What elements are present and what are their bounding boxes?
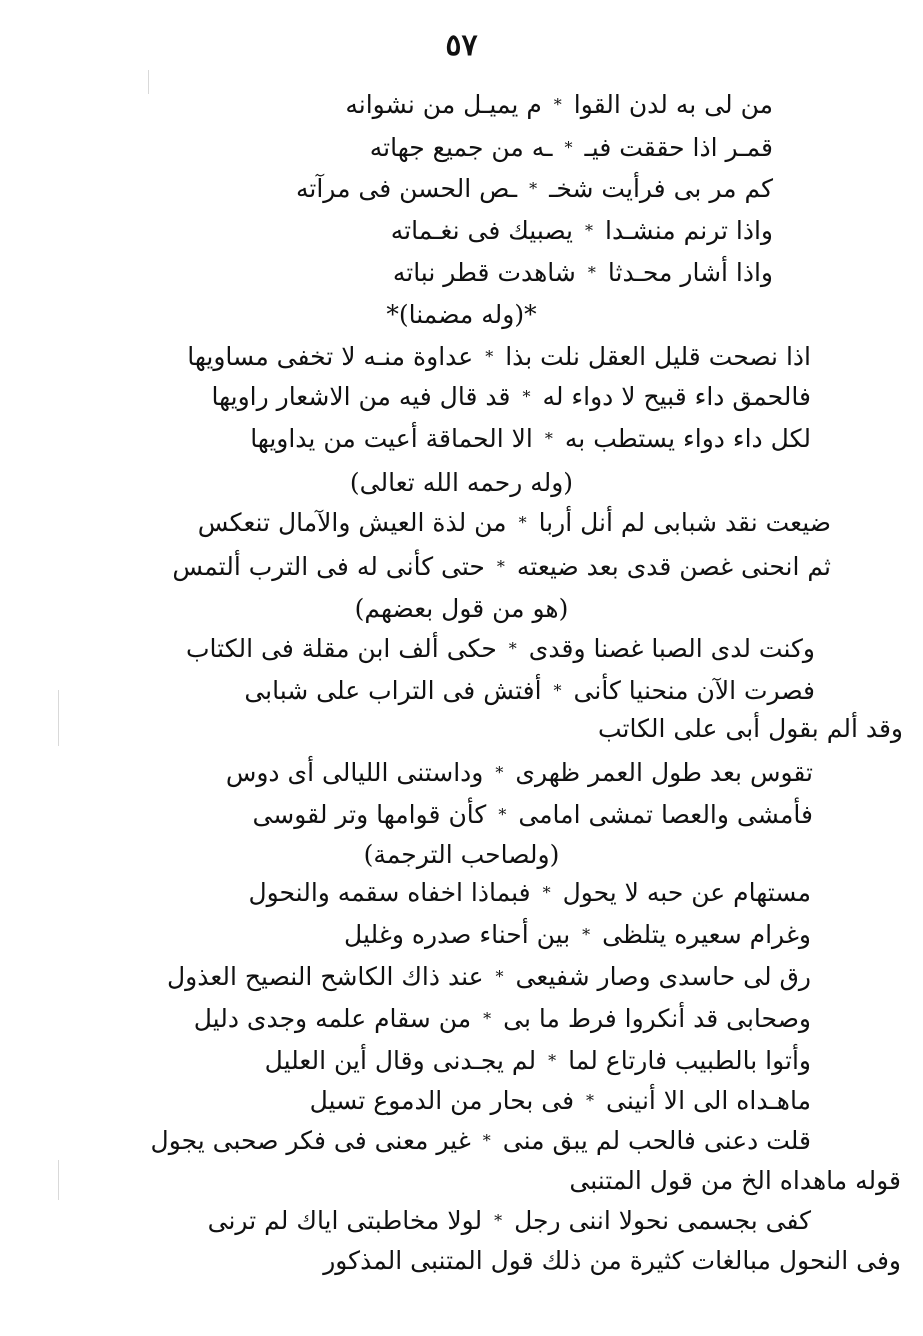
verse-separator: * (496, 557, 505, 576)
verse-second-hemistich: وداستنى الليالى أى دوس (225, 758, 484, 787)
verse-second-hemistich: أفتش فى التراب على شبابى (244, 676, 542, 705)
verse-first-hemistich: مستهام عن حبه لا يحول (562, 878, 811, 907)
verse-line (391, 214, 773, 248)
page-edge-mark (58, 690, 59, 746)
verse-separator: * (587, 263, 596, 282)
prose-line: وفى النحول مبالغات كثيرة من ذلك قول المتنبى المذكور (323, 1246, 901, 1275)
verse-first-hemistich: ثم انحنى غصن قدى بعد ضيعته (516, 552, 831, 581)
verse-second-hemistich: قد قال فيه من الاشعار راويها (211, 382, 511, 411)
verse-separator: * (544, 429, 553, 448)
page-number: ٥٧ (445, 28, 478, 63)
verse-separator: * (498, 805, 507, 824)
verse-first-hemistich: اذا نصحت قليل العقل نلت بذا (505, 342, 811, 371)
verse-second-hemistich: يصبيك فى نغـماته (390, 216, 574, 245)
verse-separator: * (529, 179, 538, 198)
verse-second-hemistich: من سقام علمه وجدى دليل (193, 1004, 472, 1033)
verse-separator: * (495, 763, 504, 782)
section-heading: (ولصاحب الترجمة) (363, 840, 560, 869)
verse-line (172, 550, 831, 584)
verse-first-hemistich: قمـر اذا حققت فيـ (584, 133, 773, 162)
verse-line (151, 1124, 811, 1158)
verse-line (296, 172, 773, 206)
verse-separator: * (553, 95, 562, 114)
verse-second-hemistich: حكى ألف ابن مقلة فى الكتاب (186, 634, 497, 663)
verse-separator: * (494, 1211, 503, 1230)
verse-second-hemistich: لم يجـدنى وقال أين العليل (264, 1046, 537, 1075)
verse-line (208, 1204, 811, 1238)
verse-second-hemistich: ـص الحسن فى مرآته (295, 174, 518, 203)
verse-first-hemistich: وكنت لدى الصبا غصنا وقدى (528, 634, 815, 663)
verse-separator: * (483, 1009, 492, 1028)
page-edge-mark (58, 1160, 59, 1200)
verse-separator: * (508, 639, 517, 658)
verse-separator: * (548, 1051, 557, 1070)
verse-separator: * (485, 347, 494, 366)
verse-separator: * (582, 925, 591, 944)
verse-separator: * (564, 138, 573, 157)
verse-first-hemistich: فأمشى والعصا تمشى امامى (518, 800, 813, 829)
verse-second-hemistich: عند ذاك الكاشح النصيح العذول (166, 962, 484, 991)
verse-first-hemistich: تقوس بعد طول العمر ظهرى (515, 758, 813, 787)
verse-line (252, 798, 813, 832)
verse-line (344, 918, 811, 952)
verse-first-hemistich: وأتوا بالطبيب فارتاع لما (568, 1046, 811, 1075)
verse-line (198, 506, 831, 540)
verse-separator: * (482, 1131, 491, 1150)
verse-second-hemistich: شاهدت قطر نباته (392, 258, 576, 287)
verse-line (370, 131, 773, 165)
verse-first-hemistich: واذا ترنم منشـدا (605, 216, 773, 245)
verse-second-hemistich: فبماذا اخفاه سقمه والنحول (248, 878, 531, 907)
verse-first-hemistich: رق لى حاسدى وصار شفيعى (515, 962, 811, 991)
verse-line (244, 674, 815, 708)
verse-line (187, 340, 811, 374)
verse-separator: * (518, 513, 527, 532)
verse-first-hemistich: كم مر بى فرأيت شخـ (549, 174, 773, 203)
verse-separator: * (553, 681, 562, 700)
verse-second-hemistich: غير معنى فى فكر صحبى يجول (150, 1126, 471, 1155)
verse-line (265, 1044, 811, 1078)
verse-second-hemistich: م يميـل من نشوانه (345, 90, 542, 119)
verse-line (250, 422, 811, 456)
verse-line (194, 1002, 811, 1036)
verse-line (211, 380, 811, 414)
verse-second-hemistich: الا الحماقة أعيت من يداويها (250, 424, 533, 453)
verse-separator: * (586, 1091, 595, 1110)
verse-second-hemistich: لولا مخاطبتى اياك لم ترنى (207, 1206, 483, 1235)
verse-separator: * (542, 883, 551, 902)
verse-first-hemistich: ماهـداه الى الا أنينى (606, 1086, 811, 1115)
verse-first-hemistich: لكل داء دواء يستطب به (564, 424, 811, 453)
verse-second-hemistich: فى بحار من الدموع تسيل (309, 1086, 575, 1115)
verse-line (310, 1084, 811, 1118)
prose-line: قوله ماهداه الخ من قول المتنبى (569, 1166, 901, 1195)
verse-second-hemistich: عداوة منـه لا تخفى مساويها (187, 342, 474, 371)
prose-line: وقد ألم بقول أبى على الكاتب (597, 714, 903, 743)
verse-second-hemistich: كأن قوامها وتر لقوسى (252, 800, 487, 829)
page-edge-mark (148, 70, 149, 94)
section-heading: (وله رحمه الله تعالى) (349, 468, 574, 497)
verse-separator: * (495, 967, 504, 986)
verse-first-hemistich: وصحابى قد أنكروا فرط ما بى (503, 1004, 811, 1033)
verse-first-hemistich: واذا أشار محـدثا (607, 258, 773, 287)
verse-line (167, 960, 811, 994)
verse-second-hemistich: حتى كأنى له فى الترب ألتمس (172, 552, 485, 581)
verse-first-hemistich: من لى به لدن القوا (573, 90, 773, 119)
verse-second-hemistich: ـه من جميع جهاته (369, 133, 553, 162)
verse-line (226, 756, 813, 790)
verse-separator: * (585, 221, 594, 240)
verse-first-hemistich: فالحمق داء قبيح لا دواء له (542, 382, 811, 411)
verse-first-hemistich: كفى بجسمى نحولا اننى رجل (514, 1206, 811, 1235)
verse-second-hemistich: من لذة العيش والآمال تنعكس (197, 508, 507, 537)
verse-second-hemistich: بين أحناء صدره وغليل (344, 920, 571, 949)
verse-first-hemistich: فصرت الآن منحنيا كأنى (573, 676, 815, 705)
verse-first-hemistich: قلت دعنى فالحب لم يبق منى (502, 1126, 811, 1155)
verse-line (393, 256, 773, 290)
verse-first-hemistich: ضيعت نقد شبابى لم أنل أربا (538, 508, 831, 537)
section-heading: (هو من قول بعضهم) (354, 594, 569, 623)
verse-separator: * (522, 387, 531, 406)
verse-line (186, 632, 815, 666)
verse-first-hemistich: وغرام سعيره يتلظى (602, 920, 811, 949)
verse-line (345, 88, 773, 122)
verse-line (248, 876, 811, 910)
section-heading: *(وله مضمنا)* (386, 300, 537, 329)
